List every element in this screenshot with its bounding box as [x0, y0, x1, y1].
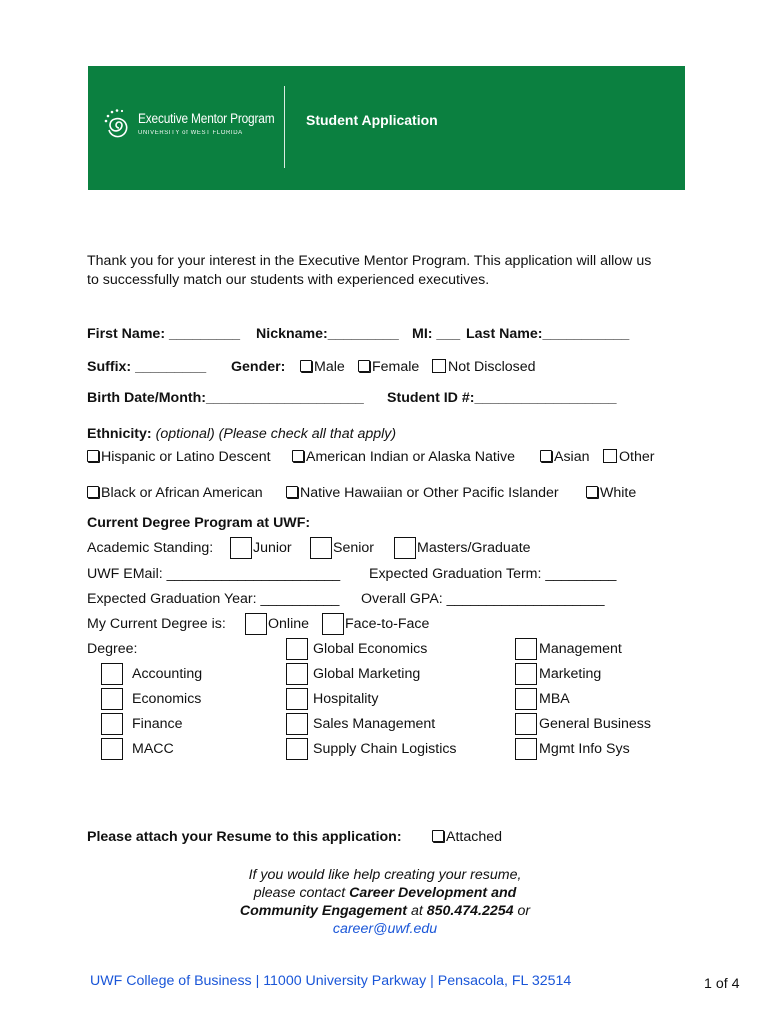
- ethnicity-black-label: Black or African American: [101, 485, 263, 501]
- intro-text: Thank you for your interest in the Executive Mentor Program. This application will allow us to successfully match our students with experienced executives.: [87, 253, 652, 288]
- phone-number: 850.474.2254: [426, 903, 514, 919]
- page-number: 1 of 4: [704, 976, 740, 992]
- ethnicity-hispanic-option[interactable]: [87, 449, 271, 465]
- gender-label: Gender:: [231, 359, 286, 375]
- degree-option: Global Marketing: [313, 666, 421, 682]
- help-line-2: [200, 884, 570, 902]
- career-email-link[interactable]: career@uwf.edu: [332, 921, 438, 937]
- degree-program-heading: Current Degree Program at UWF:: [87, 515, 311, 531]
- degree-checkbox[interactable]: [101, 713, 123, 735]
- degree-checkbox[interactable]: [286, 638, 308, 660]
- degree-checkbox[interactable]: [286, 713, 308, 735]
- header-divider: [284, 86, 285, 168]
- ethnicity-american-indian-label: American Indian or Alaska Native: [306, 449, 515, 465]
- degree-checkbox[interactable]: [101, 688, 123, 710]
- help-text: at: [407, 903, 427, 919]
- gender-not-disclosed-label: Not Disclosed: [448, 359, 536, 375]
- grad-year-field[interactable]: Expected Graduation Year: __________: [87, 591, 340, 607]
- ethnicity-label: Ethnicity:: [87, 426, 152, 442]
- degree-option: Hospitality: [313, 691, 379, 707]
- suffix-field[interactable]: Suffix: _________: [87, 359, 207, 375]
- ethnicity-asian-option[interactable]: [540, 449, 590, 465]
- gender-female-option[interactable]: [358, 359, 419, 375]
- checkbox-icon[interactable]: [300, 360, 312, 372]
- resume-attached-label: Attached: [446, 829, 503, 845]
- gpa-field[interactable]: Overall GPA: ____________________: [361, 591, 605, 607]
- face-to-face-checkbox[interactable]: [322, 613, 344, 635]
- ethnicity-heading: [87, 426, 396, 442]
- first-name-field[interactable]: First Name: _________: [87, 326, 241, 342]
- checkbox-icon[interactable]: [286, 486, 298, 498]
- masters-checkbox[interactable]: [394, 537, 416, 559]
- gender-female-label: Female: [372, 359, 420, 375]
- nautilus-logo-icon: [104, 108, 134, 142]
- header-banner: [88, 66, 685, 190]
- ethnicity-white-label: White: [600, 485, 637, 501]
- checkbox-icon[interactable]: [586, 486, 598, 498]
- footer-address: UWF College of Business | 11000 University Parkway | Pensacola, FL 32514: [90, 973, 572, 989]
- help-line-3: [200, 902, 570, 920]
- program-logo: [104, 106, 274, 146]
- help-line-1: If you would like help creating your resume,: [248, 867, 522, 883]
- degree-option: MACC: [132, 741, 174, 757]
- degree-option: Economics: [132, 691, 202, 707]
- degree-option: Accounting: [132, 666, 203, 682]
- degree-option: Mgmt Info Sys: [539, 741, 630, 757]
- checkbox-icon[interactable]: [603, 449, 617, 463]
- degree-option: Finance: [132, 716, 183, 732]
- degree-checkbox[interactable]: [286, 663, 308, 685]
- career-help-note: [200, 866, 570, 938]
- checkbox-icon[interactable]: [292, 450, 304, 462]
- degree-checkbox[interactable]: [515, 738, 537, 760]
- masters-label: Masters/Graduate: [417, 540, 531, 556]
- community-engagement-name: Community Engagement: [239, 903, 408, 919]
- student-id-field[interactable]: Student ID #:__________________: [387, 390, 617, 406]
- degree-checkbox[interactable]: [515, 663, 537, 685]
- checkbox-icon[interactable]: [432, 830, 444, 842]
- junior-label: Junior: [253, 540, 292, 556]
- online-label: Online: [268, 616, 310, 632]
- ethnicity-hispanic-label: Hispanic or Latino Descent: [101, 449, 271, 465]
- degree-checkbox[interactable]: [101, 738, 123, 760]
- degree-checkbox[interactable]: [286, 738, 308, 760]
- senior-checkbox[interactable]: [310, 537, 332, 559]
- academic-standing-label: Academic Standing:: [87, 540, 214, 556]
- ethnicity-hawaiian-option[interactable]: [286, 485, 559, 501]
- degree-label: Degree:: [87, 641, 138, 657]
- checkbox-icon[interactable]: [540, 450, 552, 462]
- degree-checkbox[interactable]: [286, 688, 308, 710]
- birth-date-field[interactable]: Birth Date/Month:____________________: [87, 390, 364, 406]
- logo-name: Executive Mentor Program: [138, 111, 275, 126]
- resume-label: Please attach your Resume to this application:: [87, 829, 402, 845]
- ethnicity-hawaiian-label: Native Hawaiian or Other Pacific Islander: [300, 485, 559, 501]
- checkbox-icon[interactable]: [432, 359, 446, 373]
- senior-label: Senior: [333, 540, 375, 556]
- ethnicity-white-option[interactable]: [586, 485, 636, 501]
- ethnicity-black-option[interactable]: [87, 485, 263, 501]
- career-development-name: Career Development and: [349, 885, 517, 901]
- middle-initial-field[interactable]: MI: ___: [412, 326, 461, 342]
- ethnicity-asian-label: Asian: [554, 449, 590, 465]
- logo-subtitle: UNIVERSITY of WEST FLORIDA: [138, 130, 243, 136]
- ethnicity-other-label: Other: [619, 449, 655, 465]
- checkbox-icon[interactable]: [87, 450, 99, 462]
- degree-option: Global Economics: [313, 641, 428, 657]
- ethnicity-american-indian-option[interactable]: [292, 449, 515, 465]
- face-to-face-label: Face-to-Face: [345, 616, 430, 632]
- degree-checkbox[interactable]: [515, 713, 537, 735]
- checkbox-icon[interactable]: [358, 360, 370, 372]
- degree-checkbox[interactable]: [515, 638, 537, 660]
- degree-checkbox[interactable]: [515, 688, 537, 710]
- ethnicity-other-option[interactable]: [603, 449, 654, 465]
- degree-checkbox[interactable]: [101, 663, 123, 685]
- ethnicity-note: (optional) (Please check all that apply): [155, 426, 397, 442]
- checkbox-icon[interactable]: [87, 486, 99, 498]
- gender-not-disclosed-option[interactable]: [432, 359, 536, 375]
- help-text: please contact: [253, 885, 350, 901]
- nickname-field[interactable]: Nickname:_________: [256, 326, 399, 342]
- degree-option: Marketing: [539, 666, 602, 682]
- grad-term-field[interactable]: Expected Graduation Term: _________: [369, 566, 617, 582]
- degree-option: Management: [539, 641, 622, 657]
- degree-option: General Business: [539, 716, 651, 732]
- last-name-field[interactable]: Last Name:___________: [466, 326, 630, 342]
- gender-male-label: Male: [314, 359, 345, 375]
- resume-attached-option[interactable]: [432, 829, 502, 845]
- degree-option: Supply Chain Logistics: [313, 741, 457, 757]
- gender-male-option[interactable]: [300, 359, 345, 375]
- degree-option: MBA: [539, 691, 570, 707]
- help-text: or: [513, 903, 531, 919]
- junior-checkbox[interactable]: [230, 537, 252, 559]
- uwf-email-field[interactable]: UWF EMail: ______________________: [87, 566, 341, 582]
- current-degree-label: My Current Degree is:: [87, 616, 226, 632]
- page-title: Student Application: [306, 112, 438, 128]
- degree-option: Sales Management: [313, 716, 436, 732]
- online-checkbox[interactable]: [245, 613, 267, 635]
